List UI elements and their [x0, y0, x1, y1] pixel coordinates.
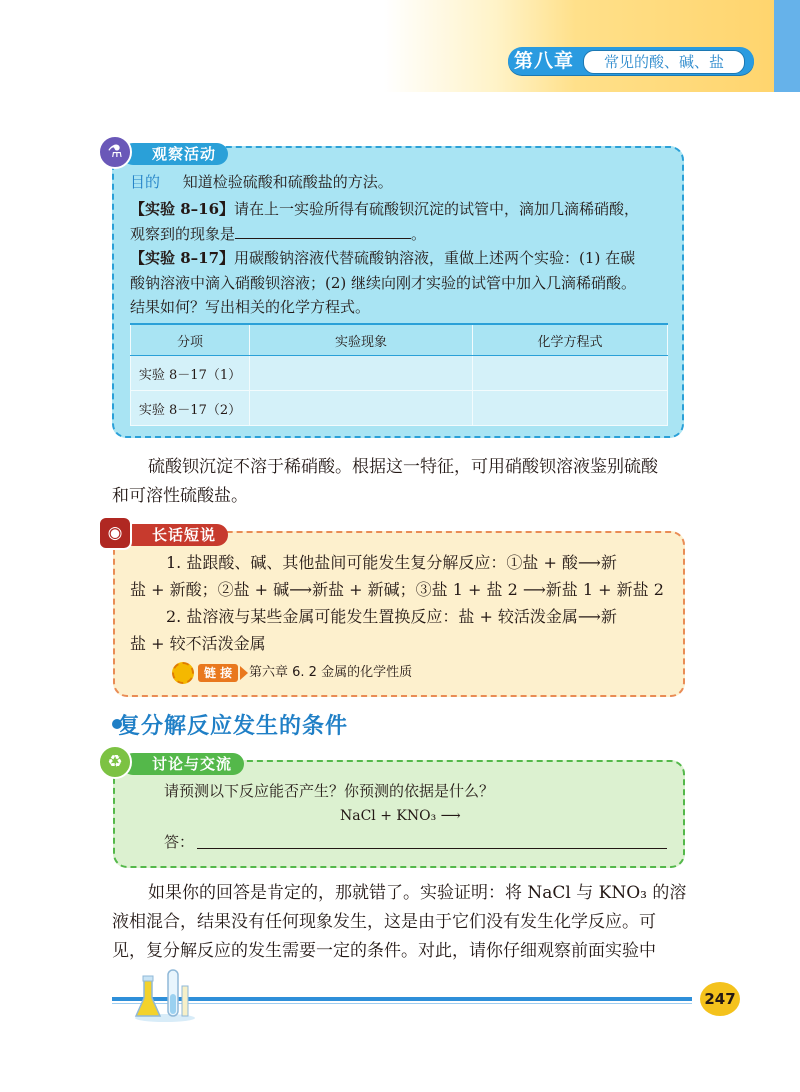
table-cell [250, 391, 473, 426]
microscope-icon: ⚗ [98, 135, 132, 169]
discuss-question: 请预测以下反应能否产生？你预测的依据是什么？ [164, 782, 495, 800]
exp2-label: 【实验 8–17】 [130, 249, 235, 267]
paragraph1-line2: 和可溶性硫酸盐。 [112, 486, 248, 506]
long-talk-tag: 长话短说 [122, 524, 228, 546]
table-cell: 实验 8－17（2） [131, 391, 250, 426]
observation-blank [235, 224, 411, 239]
gear-icon [172, 662, 194, 684]
chapter-title: 常见的酸、碱、盐 [583, 50, 745, 74]
link-text[interactable]: 第六章 6. 2 金属的化学性质 [249, 665, 413, 680]
link-label: 链 接 [198, 664, 238, 682]
answer-label: 答： [164, 833, 195, 851]
header-edge [774, 0, 800, 92]
exp2-line1 [130, 248, 635, 268]
answer-field[interactable] [197, 848, 667, 849]
observe-activity-tag: 观察活动 [122, 143, 228, 165]
long-talk-item2-line2: 盐 + 较不活泼金属 [130, 634, 266, 653]
speaker-icon: ◉ [98, 516, 132, 550]
exp1-end: 。 [411, 225, 427, 243]
paragraph2-line2: 液相混合，结果没有任何现象发生，这是由于它们没有发生化学反应。可 [112, 912, 656, 932]
long-talk-item1-line2: 盐 + 新酸；②盐 + 碱⟶新盐 + 新碱；③盐 1 + 盐 2 ⟶新盐 1 + 新盐 2 [130, 580, 664, 599]
paragraph1-line1: 硫酸钡沉淀不溶于稀硝酸。根据这一特征，可用硝酸钡溶液鉴别硫酸 [148, 457, 658, 477]
discuss-tag: 讨论与交流 [122, 753, 244, 775]
table-cell [473, 356, 668, 391]
discuss-equation: NaCl + KNO₃ ⟶ [340, 808, 461, 824]
paragraph2-line1: 如果你的回答是肯定的，那就错了。实验证明：将 NaCl 与 KNO₃ 的溶 [148, 883, 687, 903]
table-header-item: 分项 [131, 324, 250, 356]
page-number: 247 [700, 982, 740, 1016]
purpose-line [130, 172, 393, 192]
paragraph2-line3: 见，复分解反应的发生需要一定的条件。对此，请你仔细观察前面实验中 [112, 941, 656, 961]
recycle-icon: ♻ [98, 745, 132, 779]
exp2-text: 用碳酸钠溶液代替硫酸钠溶液，重做上述两个实验：(1) 在碳 [234, 249, 636, 267]
table-cell: 实验 8－17（1） [131, 356, 250, 391]
exp1-observation-prompt: 观察到的现象是 [130, 225, 236, 243]
table-cell [473, 391, 668, 426]
table-cell [250, 356, 473, 391]
table-row [131, 391, 668, 426]
table-header-phenomenon: 实验现象 [250, 324, 473, 356]
chapter-number: 第八章 [514, 50, 575, 72]
exp1-line2 [130, 224, 426, 244]
table-header-row [131, 324, 668, 356]
table-header-equation: 化学方程式 [473, 324, 668, 356]
section-title: 复分解反应发生的条件 [118, 714, 349, 739]
exp2-line2: 酸钠溶液中滴入硝酸钡溶液；(2) 继续向刚才实验的试管中加入几滴稀硝酸。 [130, 274, 637, 292]
header-band [0, 0, 800, 92]
arrow-icon [240, 666, 248, 680]
long-talk-item1-line1: 1. 盐跟酸、碱、其他盐间可能发生复分解反应：①盐 + 酸⟶新 [166, 553, 617, 572]
exp1-line1 [130, 199, 639, 219]
long-talk-item2-line1: 2. 盐溶液与某些金属可能发生置换反应：盐 + 较活泼金属⟶新 [166, 607, 617, 626]
purpose-text: 知道检验硫酸和硫酸盐的方法。 [182, 173, 393, 191]
purpose-label: 目的 [130, 173, 161, 191]
exp1-text: 请在上一实验所得有硫酸钡沉淀的试管中，滴加几滴稀硝酸， [234, 200, 640, 218]
table-row [131, 356, 668, 391]
experiment-table [130, 323, 668, 426]
exp2-line3: 结果如何？写出相关的化学方程式。 [130, 298, 371, 316]
flask-icon [130, 964, 200, 1024]
exp1-label: 【实验 8–16】 [130, 200, 235, 218]
